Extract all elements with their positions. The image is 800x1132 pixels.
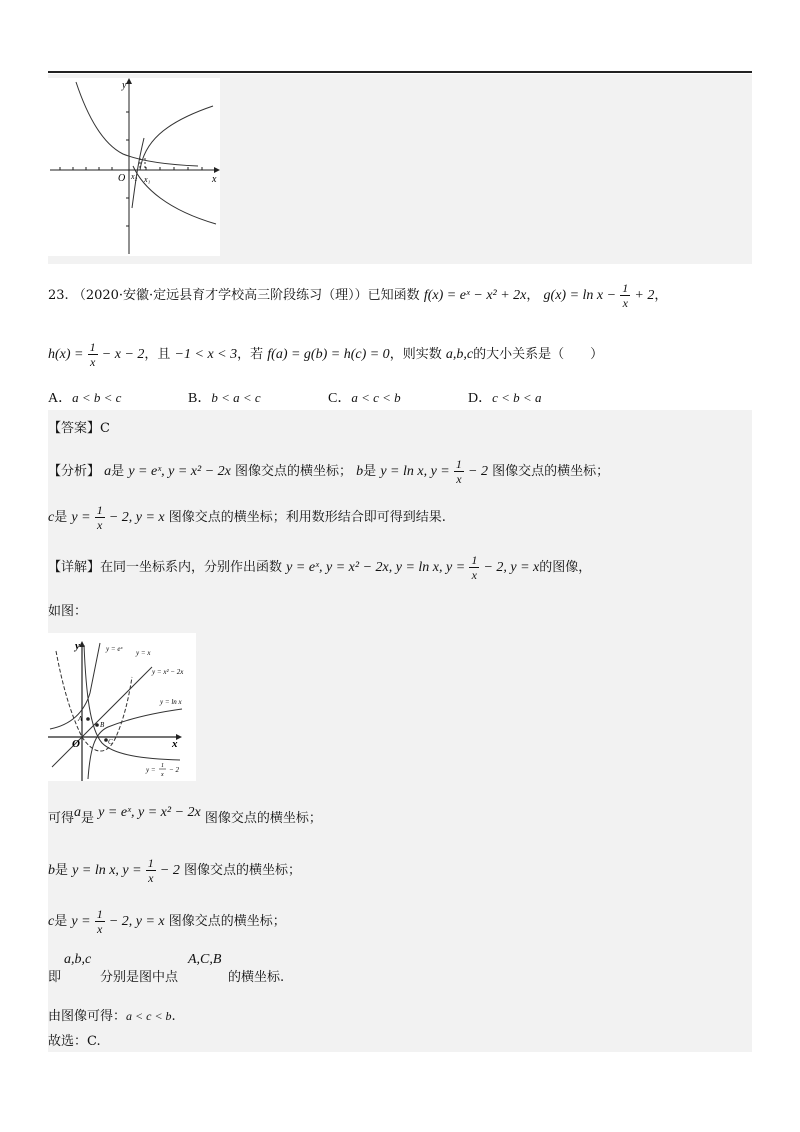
conclusion-4-tail: 的横坐标. <box>228 970 285 985</box>
analysis-a-is: 是 <box>111 464 125 479</box>
fig2-label-quad: y = x² − 2x <box>152 668 184 676</box>
conclusion-line-1 <box>48 805 322 826</box>
question-line-2 <box>48 340 603 369</box>
option-c-expr: a < c < b <box>351 390 401 405</box>
conclusion-line-5 <box>48 1005 176 1024</box>
analysis-b-expr-1: y = ln x, y = <box>380 464 450 479</box>
h-definition-lhs: h(x) = <box>48 347 84 362</box>
fig2-label-yx: y = x <box>136 649 151 657</box>
fig2-recip-den: x <box>161 772 164 778</box>
option-a-expr: a < b < c <box>72 390 122 405</box>
fig2-point-a: A <box>78 715 83 723</box>
conclusion-2-fraction: $\frac{1}{x}$ <box>147 856 154 885</box>
then-text: ，则实数 <box>389 347 442 362</box>
analysis-a-expr: y = eˣ, y = x² − 2x <box>128 464 231 479</box>
analysis-b-fraction: $\frac{1}{x}$ <box>455 457 462 486</box>
conclusion-3-fraction: $\frac{1}{x}$ <box>96 907 103 936</box>
fig2-y-label: y <box>75 640 80 652</box>
top-fig-x2-label: x₂ <box>131 172 138 181</box>
conclusion-1-expr: y = eˣ, y = x² − 2x <box>98 805 201 820</box>
and-text: ，且 <box>144 347 171 362</box>
option-d[interactable] <box>468 387 541 407</box>
option-c-letter: C． <box>328 391 352 406</box>
conclusion-1-var: a <box>74 805 82 820</box>
answer-line <box>48 417 110 436</box>
variables: a,b,c <box>445 347 474 362</box>
conclusion-5-end: . <box>171 1009 176 1024</box>
analysis-c-expr-2: − 2, y = x <box>108 510 165 525</box>
top-figure <box>48 78 220 256</box>
fig2-recip-pre: y = <box>146 766 156 774</box>
option-a-letter: A． <box>48 391 73 406</box>
conclusion-4-mid: 分别是图中点 <box>100 970 179 985</box>
fig2-recip-post: − 2 <box>169 766 179 774</box>
option-c[interactable] <box>328 387 401 407</box>
f-definition: f(x) = eˣ − x² + 2x <box>423 288 527 303</box>
comma-1: ， <box>526 288 540 303</box>
g-fraction: $\frac{1}{x}$ <box>622 281 629 310</box>
option-d-expr: c < b < a <box>492 390 542 405</box>
g-definition-lhs: g(x) = ln x − <box>543 288 617 303</box>
conclusion-2-is: 是 <box>55 863 69 878</box>
conclusion-line-2 <box>48 856 301 885</box>
conclusion-3-expr-2: − 2, y = x <box>108 914 165 929</box>
conclusion-4-vars: a,b,c <box>64 952 92 967</box>
analysis-line-1 <box>48 457 609 486</box>
comma-2: ， <box>654 288 668 303</box>
top-fig-y-label: y <box>122 80 127 91</box>
as-figure-text: 如图： <box>48 604 88 619</box>
top-fig-x-label: x <box>212 174 217 185</box>
conclusion-2-expr-1: y = ln x, y = <box>72 863 142 878</box>
option-b-expr: b < a < c <box>211 390 261 405</box>
option-d-letter: D． <box>468 391 493 406</box>
analysis-b-expr-2: − 2 <box>468 464 488 479</box>
detail-expr-2: − 2, y = x <box>483 560 540 575</box>
detail-tag: 【详解】 <box>48 560 101 575</box>
analysis-c-var: c <box>48 510 55 525</box>
conclusion-3-is: 是 <box>54 914 68 929</box>
h-fraction: $\frac{1}{x}$ <box>89 340 96 369</box>
x-range: −1 < x < 3 <box>174 347 238 362</box>
question-ask: 的大小关系是（ ） <box>473 347 604 362</box>
analysis-c-fraction: $\frac{1}{x}$ <box>96 503 103 532</box>
fig2-origin-label: O <box>72 738 80 750</box>
conclusion-5-pre: 由图像可得： <box>48 1009 127 1024</box>
answer-value: C <box>100 421 110 436</box>
conclusion-1-tail: 图像交点的横坐标； <box>204 811 322 826</box>
analysis-c-expr-1: y = <box>71 510 91 525</box>
top-fig-origin-label: O <box>118 173 126 184</box>
g-definition-tail: + 2 <box>634 288 655 303</box>
fig2-point-c: C <box>108 738 113 746</box>
detail-intro: 在同一坐标系内，分别作出函数 <box>100 560 283 575</box>
detail-line <box>48 553 591 582</box>
option-b[interactable] <box>188 387 261 407</box>
top-fig-x1-label: x₁ <box>144 175 151 184</box>
analysis-line-2 <box>48 503 446 532</box>
conclusion-3-var: c <box>48 914 55 929</box>
conclusion-2-var: b <box>48 863 55 878</box>
analysis-b-var: b <box>356 464 364 479</box>
fig2-point-b: B <box>100 721 105 729</box>
analysis-c-is: 是 <box>54 510 68 525</box>
analysis-b-tail: 图像交点的横坐标； <box>492 464 610 479</box>
fig2-recip-num: 1 <box>161 763 164 769</box>
analysis-a-var: a <box>104 464 112 479</box>
question-line-1 <box>48 281 667 310</box>
conclusion-1-pre: 可得 <box>48 811 75 826</box>
analysis-a-tail: 图像交点的横坐标； <box>235 464 353 479</box>
conclusion-5-expr: a < c < b <box>126 1009 172 1023</box>
option-a[interactable] <box>48 387 121 407</box>
analysis-tag: 【分析】 <box>48 464 101 479</box>
fig2-label-ln: y = ln x <box>160 698 182 706</box>
detail-tail: 的图像， <box>539 560 592 575</box>
if-text: ，若 <box>237 347 264 362</box>
conclusion-2-tail: 图像交点的横坐标； <box>183 863 301 878</box>
question-source: （2020·安徽·定远县育才学校高三阶段练习（理））已知函数 <box>72 288 420 303</box>
zero-condition: f(a) = g(b) = h(c) = 0 <box>267 347 390 362</box>
top-graph <box>48 78 220 256</box>
analysis-c-tail: 图像交点的横坐标；利用数形结合即可得到结果. <box>168 510 446 525</box>
conclusion-3-tail: 图像交点的横坐标； <box>168 914 286 929</box>
fig2-x-label: x <box>172 738 178 750</box>
functions-graph <box>48 633 196 781</box>
conclusion-4-points: A,C,B <box>188 952 222 967</box>
detail-fraction: $\frac{1}{x}$ <box>471 553 478 582</box>
question-number: 23. <box>48 288 69 303</box>
conclusion-4-pre: 即 <box>48 970 62 985</box>
conclusion-3-expr-1: y = <box>71 914 91 929</box>
conclusion-line-3 <box>48 907 286 936</box>
option-b-letter: B． <box>188 391 212 406</box>
conclusion-2-expr-2: − 2 <box>159 863 180 878</box>
h-definition-tail: − x − 2 <box>101 347 145 362</box>
fig2-label-ex: y = eˣ <box>106 645 123 653</box>
header-rule <box>48 71 752 73</box>
conclusion-1-is: 是 <box>81 811 95 826</box>
functions-figure <box>48 633 196 781</box>
answer-tag: 【答案】 <box>48 421 101 436</box>
detail-expr-1: y = eˣ, y = x² − 2x, y = ln x, y = <box>286 560 466 575</box>
final-choice: 故选：C. <box>48 1034 101 1049</box>
analysis-b-is: 是 <box>363 464 377 479</box>
